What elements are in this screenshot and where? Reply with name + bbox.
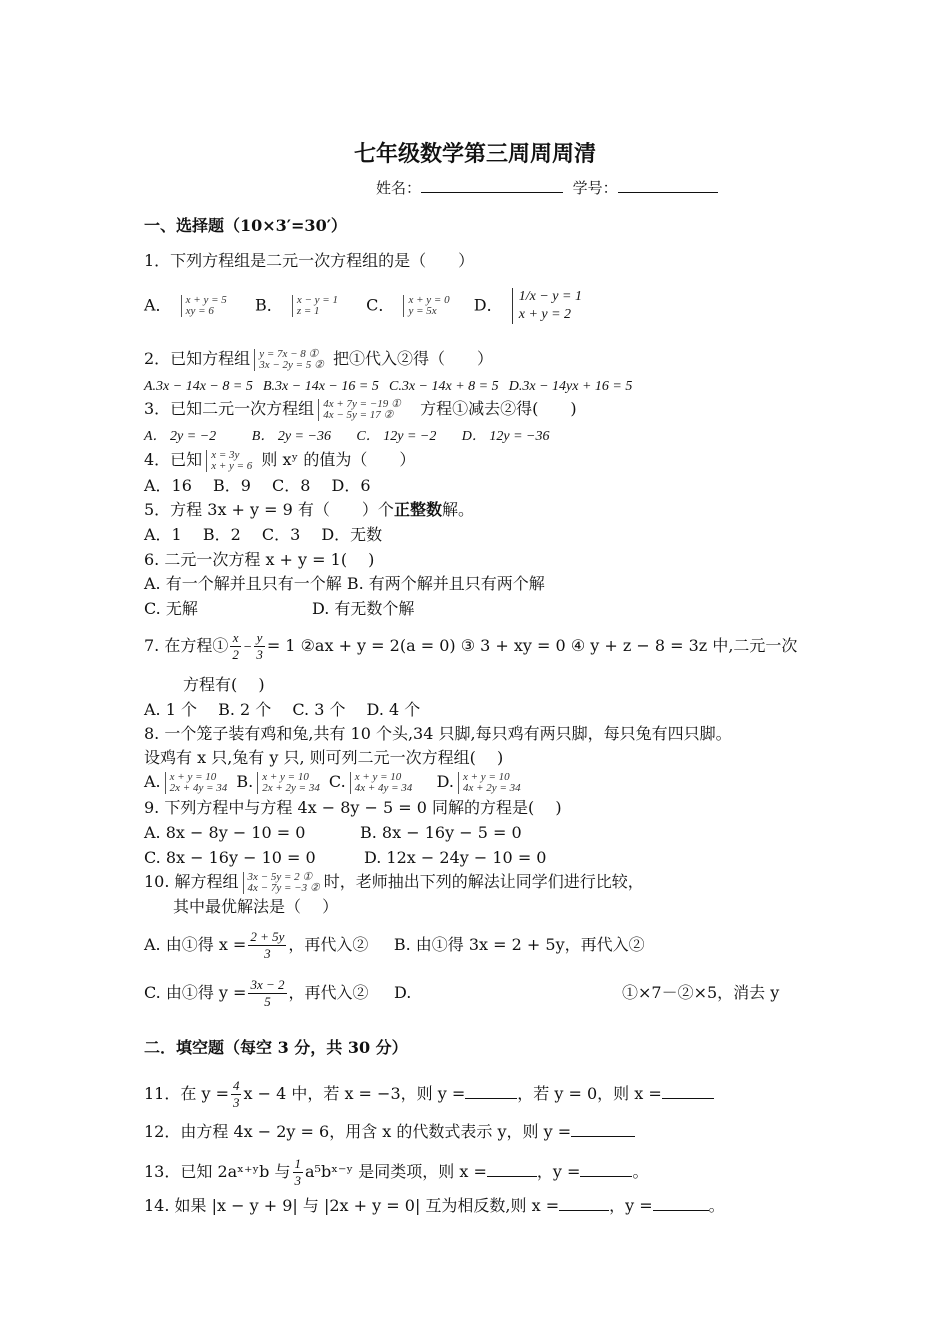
q2-option-c: C.3x − 14x + 8 = 5 <box>389 379 499 394</box>
q14: 14. 如果 |x − y + 9| 与 |2x + y = 0| 互为相反数,则 x = ，y = 。 <box>144 1196 725 1215</box>
section-1-heading: 一、选择题（10×3′=30′） <box>144 216 347 235</box>
q8-stem: 8. 一个笼子装有鸡和兔,共有 10 个头,34 只脚,每只鸡有两只脚，每只兔有四只脚。 <box>144 724 732 743</box>
q2-option-a: A.3x − 14x − 8 = 5 <box>144 379 253 394</box>
q12: 12．由方程 4x − 2y = 6，用含 x 的代数式表示 y，则 y = <box>144 1121 635 1143</box>
q4-options: A．16 B．9 C．8 D．6 <box>144 476 371 495</box>
q5-options: A．1 B．2 C．3 D．无数 <box>144 525 383 544</box>
q1-option-c-system: x + y = 0 y = 5x <box>403 295 449 317</box>
q6-options-ab: A. 有一个解并且只有一个解 B. 有两个解并且只有两个解 <box>144 574 545 593</box>
page-title: 七年级数学第三周周周清 <box>353 141 596 167</box>
student-id-field[interactable] <box>618 178 718 193</box>
q2-option-d: D.3x − 14yx + 16 = 5 <box>508 379 633 394</box>
q14-blank-1[interactable] <box>559 1196 609 1211</box>
q1-option-b-label: B． <box>254 295 283 315</box>
q2-stem: 2．已知方程组 y = 7x − 8 ① 3x − 2y = 5 ② 把①代入②得（ ） <box>144 347 494 371</box>
q9-options-cd <box>144 847 546 869</box>
q11-fraction: $\frac{4}{3}$ <box>232 1078 240 1110</box>
q4-stem: 4．已知 x = 3y x + y = 6 则 xʸ 的值为（ ） <box>144 448 416 472</box>
q8-option-a-system: x + y = 10 2x + 4y = 34 <box>165 772 228 794</box>
section-2-heading: 二．填空题（每空 3 分，共 30 分） <box>144 1038 408 1057</box>
q3-options <box>144 424 550 448</box>
q1-options <box>144 288 586 324</box>
q13-fraction: $\frac{1}{3}$ <box>294 1156 301 1188</box>
q3-option-c: C． 12y = −2 <box>356 429 437 444</box>
student-info-row <box>376 177 718 198</box>
q1-option-d-label: D． <box>473 295 503 315</box>
q3-stem: 3．已知二元一次方程组 4x + 7y = −19 ① 4x − 5y = 17 ② 方程①减去②得( ) <box>144 397 577 421</box>
q1-option-d-system: 1/x − y = 1 x + y = 2 <box>512 288 582 324</box>
q10-stem: 10. 解方程组 3x − 5y = 2 ① 4x − 7y = −3 ② 时，老师抽出下列的解法让同学们进行比较， <box>144 870 644 894</box>
q9-option-b: B. 8x − 16y − 5 = 0 <box>360 823 522 842</box>
q7-fraction-y: $\frac{y}{3}$ <box>256 630 263 662</box>
q13-blank-1[interactable] <box>487 1162 537 1177</box>
q8-option-b-system: x + y = 10 2x + 2y = 34 <box>257 772 320 794</box>
q1-stem: 1．下列方程组是二元一次方程组的是（ ） <box>144 251 475 270</box>
q3-system: 4x + 7y = −19 ① 4x − 5y = 17 ② <box>318 399 401 421</box>
q6-stem: 6. 二元一次方程 x + y = 1( ) <box>144 550 375 569</box>
q10-stem-cont: 其中最优解法是（ ） <box>173 897 339 916</box>
q2-system: y = 7x − 8 ① 3x − 2y = 5 ② <box>254 349 324 371</box>
q10-option-c-fraction: $\frac{3x - 2}{5}$ <box>250 977 285 1009</box>
q12-blank[interactable] <box>571 1122 635 1137</box>
q6-option-c: C. 无解 <box>144 599 198 618</box>
q1-option-a-label: A． <box>144 295 172 315</box>
q4-system: x = 3y x + y = 6 <box>206 450 252 472</box>
q5-stem: 5．方程 3x + y = 9 有（ ）个正整数解。 <box>144 500 474 519</box>
q10-options-ab: A. 由①得 x = $\frac{2 + 5y}{3}$ ，再代入② B. 由①得 3x = 2 + 5y，再代入② <box>144 929 645 961</box>
q10-options-cd: C. 由①得 y = $\frac{3x - 2}{5}$ ，再代入② D. <box>144 977 412 1009</box>
q6-option-d: D. 有无数个解 <box>312 599 415 618</box>
q3-option-b: B． 2y = −36 <box>251 429 331 444</box>
q8-options: A. x + y = 10 2x + 4y = 34 B. x + y = 10 2x + 2y = 34 C. x + y = 10 4x + 4y = 34 D. x + y = 10 4x + 2y = 34 <box>144 770 521 794</box>
q3-option-a: A． 2y = −2 <box>144 429 217 444</box>
q13-blank-2[interactable] <box>580 1162 632 1177</box>
q3-option-d: D． 12y = −36 <box>461 429 550 444</box>
q9-options-ab <box>144 822 522 844</box>
q10-option-b: B. 由①得 3x = 2 + 5y，再代入② <box>393 935 645 954</box>
student-id-label: 学号： <box>572 179 618 197</box>
q1-option-c-label: C． <box>366 295 395 315</box>
q2-options <box>144 374 632 398</box>
q8-option-c-system: x + y = 10 4x + 4y = 34 <box>350 772 413 794</box>
q7-options: A. 1 个 B. 2 个 C. 3 个 D. 4 个 <box>144 700 421 719</box>
q7-stem-cont: 方程有( ) <box>183 675 265 694</box>
q10-system: 3x − 5y = 2 ① 4x − 7y = −3 ② <box>243 872 320 894</box>
q9-option-a: A. 8x − 8y − 10 = 0 <box>144 823 306 842</box>
q6-options-cd <box>144 598 414 620</box>
q10-option-a-fraction: $\frac{2 + 5y}{3}$ <box>250 929 285 961</box>
q7-stem: 7. 在方程① $\frac{x}{2}$ − $\frac{y}{3}$ = 1 ②ax + y = 2(a = 0) ③ 3 + xy = 0 ④ y + z − 8 = 3z 中,二元一次 <box>144 630 798 662</box>
q2-option-b: B.3x − 14x − 16 = 5 <box>263 379 379 394</box>
q11-blank-2[interactable] <box>662 1084 714 1099</box>
q14-blank-2[interactable] <box>653 1196 709 1211</box>
q11-blank-1[interactable] <box>465 1084 517 1099</box>
q10-option-d-label: D. <box>393 983 412 1002</box>
q8-stem-cont: 设鸡有 x 只,兔有 y 只, 则可列二元一次方程组( ) <box>144 748 504 767</box>
q1-option-a-system: x + y = 5 xy = 6 <box>181 295 227 317</box>
q13: 13．已知 2aˣ⁺ʸb 与 $\frac{1}{3}$ a⁵bˣ⁻ʸ 是同类项，则 x = ，y = 。 <box>144 1156 649 1188</box>
q1-option-b-system: x − y = 1 z = 1 <box>292 295 338 317</box>
name-field[interactable] <box>421 178 563 193</box>
q9-option-d: D. 12x − 24y − 10 = 0 <box>364 848 547 867</box>
q8-option-d-system: x + y = 10 4x + 2y = 34 <box>458 772 521 794</box>
q10-option-d: ①×7－②×5，消去 y <box>622 983 780 1002</box>
q9-option-c: C. 8x − 16y − 10 = 0 <box>144 848 316 867</box>
q7-fraction-x: $\frac{x}{2}$ <box>232 630 239 662</box>
q9-stem: 9. 下列方程中与方程 4x − 8y − 5 = 0 同解的方程是( ) <box>144 798 562 817</box>
q11: 11．在 y = $\frac{4}{3}$ x − 4 中，若 x = −3，则 y = ，若 y = 0，则 x = <box>144 1074 714 1114</box>
name-label: 姓名： <box>376 179 422 197</box>
